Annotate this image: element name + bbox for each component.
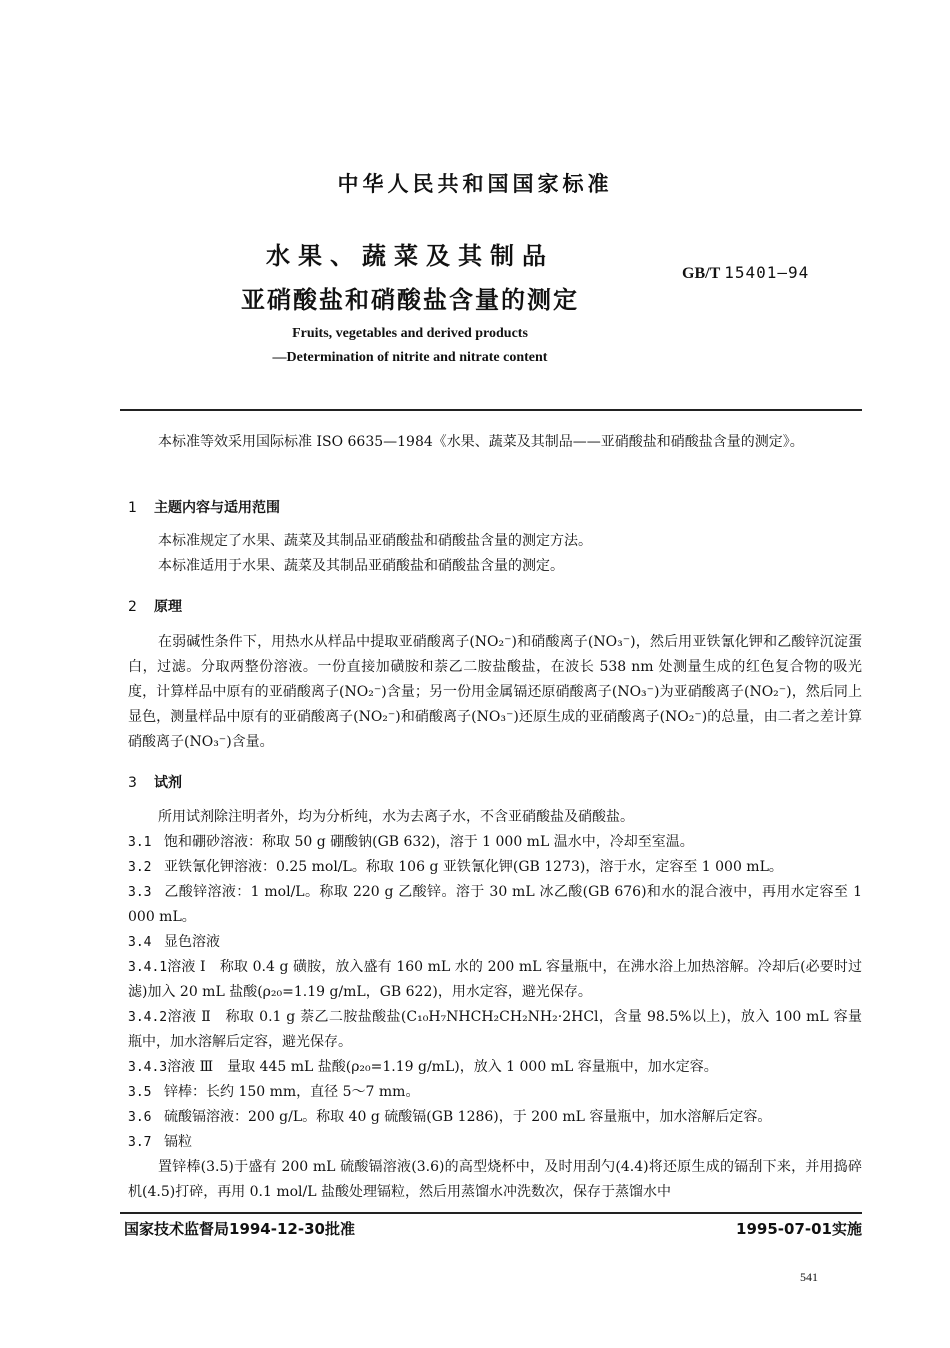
cadmium-preparation-paragraph: 置锌棒(3.5)于盛有 200 mL 硫酸镉溶液(3.6)的高型烧杯中，及时用刮勺(4.4)将还原生成的镉刮下来，并用捣碎机(4.5)打碎，再用 0.1 mol/L 盐酸处理镉粒，然后用蒸馏水冲洗数次，保存于蒸馏水中 (128, 1159, 862, 1200)
reagent-item-text: 溶液 Ⅱ 称取 0.1 g 萘乙二胺盐酸盐(C₁₀H₇NHCH₂CH₂NH₂·2HCl，含量 98.5%以上)，放入 100 mL 容量瓶中，加水溶解后定容，避光保存。 (128, 1009, 862, 1050)
reagent-item (128, 1105, 862, 1130)
top-divider (120, 409, 862, 411)
intro-paragraph: 本标准等效采用国际标准 ISO 6635—1984《水果、蔬菜及其制品——亚硝酸盐和硝酸盐含量的测定》。 (158, 434, 804, 450)
reagent-item-text: 乙酸锌溶液：1 mol/L。称取 220 g 乙酸锌。溶于 30 mL 冰乙酸(GB 676)和水的混合液中，再用水定容至 1 000 mL。 (128, 884, 862, 925)
bottom-divider (120, 1212, 862, 1214)
reagent-item-number: 3.3 (128, 885, 152, 900)
standard-code (682, 263, 809, 283)
national-standard-header: 中华人民共和国国家标准 (337, 172, 613, 196)
english-title-line-1: Fruits, vegetables and derived products (292, 326, 528, 341)
section-1-heading (128, 497, 280, 517)
reagent-item (128, 880, 862, 930)
section-1-number: 1 (128, 500, 137, 516)
reagent-item-number: 3.1 (128, 835, 152, 850)
reagent-item-number: 3.5 (128, 1085, 152, 1100)
reagent-item-number: 3.4.2 (128, 1010, 168, 1025)
english-title-line-2: —Determination of nitrite and nitrate content (272, 350, 548, 365)
section-3-paragraph: 所用试剂除注明者外，均为分析纯，水为去离子水，不含亚硝酸盐及硝酸盐。 (158, 809, 634, 825)
section-1-paragraph-1: 本标准规定了水果、蔬菜及其制品亚硝酸盐和硝酸盐含量的测定方法。 (158, 533, 592, 549)
section-3-heading (128, 772, 182, 792)
section-2-heading (128, 596, 182, 616)
reagent-item (128, 1130, 862, 1155)
page-number: 541 (800, 1270, 818, 1284)
reagent-item-text: 亚铁氰化钾溶液：0.25 mol/L。称取 106 g 亚铁氰化钾(GB 1273)，溶于水，定容至 1 000 mL。 (164, 859, 783, 875)
reagent-item-text: 溶液 Ⅰ 称取 0.4 g 磺胺，放入盛有 160 mL 水的 200 mL 容量瓶中，在沸水浴上加热溶解。冷却后(必要时过滤)加入 20 mL 盐酸(ρ₂₀=1.19 g/mL，GB 622)，用水定容，避光保存。 (128, 959, 862, 1000)
reagent-item (128, 855, 862, 880)
effective-date: 1995-07-01实施 (736, 1220, 862, 1238)
section-2-paragraph: 在弱碱性条件下，用热水从样品中提取亚硝酸离子(NO₂⁻)和硝酸离子(NO₃⁻)，然后用亚铁氰化钾和乙酸锌沉淀蛋白，过滤。分取两整份溶液。一份直接加磺胺和萘乙二胺盐酸盐，在波长 538 nm 处测量生成的红色复合物的吸光度，计算样品中原有的亚硝酸离子(NO₂⁻)含量；另一份用金属镉还原硝酸离子(NO₃⁻)为亚硝酸离子(NO₂⁻)，然后同上显色，测量样品中原有的亚硝酸离子(NO₂⁻)和硝酸离子(NO₃⁻)还原生成的亚硝酸离子(NO₂⁻)的总量，由二者之差计算硝酸离子(NO₃⁻)含量。 (128, 634, 862, 750)
reagent-item-number: 3.4.3 (128, 1060, 168, 1075)
section-3-title: 试剂 (154, 775, 182, 791)
reagent-item-text: 锌棒：长约 150 mm，直径 5～7 mm。 (164, 1084, 420, 1100)
reagent-item-number: 3.4.1 (128, 960, 168, 975)
title-line-1: 水果、蔬菜及其制品 (266, 242, 554, 270)
standard-number: 15401—94 (724, 263, 810, 282)
section-1-title: 主题内容与适用范围 (154, 500, 280, 516)
reagent-item-text: 饱和硼砂溶液：称取 50 g 硼酸钠(GB 632)，溶于 1 000 mL 温水中，冷却至室温。 (164, 834, 694, 850)
reagent-item-text: 溶液 Ⅲ 量取 445 mL 盐酸(ρ₂₀=1.19 g/mL)，放入 1 000 mL 容量瓶中，加水定容。 (167, 1059, 718, 1075)
standard-prefix: GB/T (682, 265, 721, 282)
section-3-number: 3 (128, 775, 137, 791)
reagent-item (128, 930, 862, 955)
section-2-number: 2 (128, 599, 137, 615)
reagent-item (128, 1005, 862, 1055)
reagent-item-number: 3.6 (128, 1110, 152, 1125)
reagent-item (128, 830, 862, 855)
reagent-item (128, 955, 862, 1005)
reagent-item-text: 硫酸镉溶液：200 g/L。称取 40 g 硫酸镉(GB 1286)，于 200 mL 容量瓶中，加水溶解后定容。 (164, 1109, 772, 1125)
section-2-title: 原理 (154, 599, 182, 615)
reagent-item-text: 镉粒 (164, 1134, 192, 1150)
reagent-item (128, 1055, 862, 1080)
reagent-item-number: 3.7 (128, 1135, 152, 1150)
section-1-paragraph-2: 本标准适用于水果、蔬菜及其制品亚硝酸盐和硝酸盐含量的测定。 (158, 558, 564, 574)
reagent-item (128, 1080, 862, 1105)
reagent-item-number: 3.2 (128, 860, 152, 875)
approval-date: 国家技术监督局1994-12-30批准 (124, 1220, 355, 1238)
title-line-2: 亚硝酸盐和硝酸盐含量的测定 (241, 286, 579, 314)
reagent-item-text: 显色溶液 (164, 934, 220, 950)
reagent-item-number: 3.4 (128, 935, 152, 950)
